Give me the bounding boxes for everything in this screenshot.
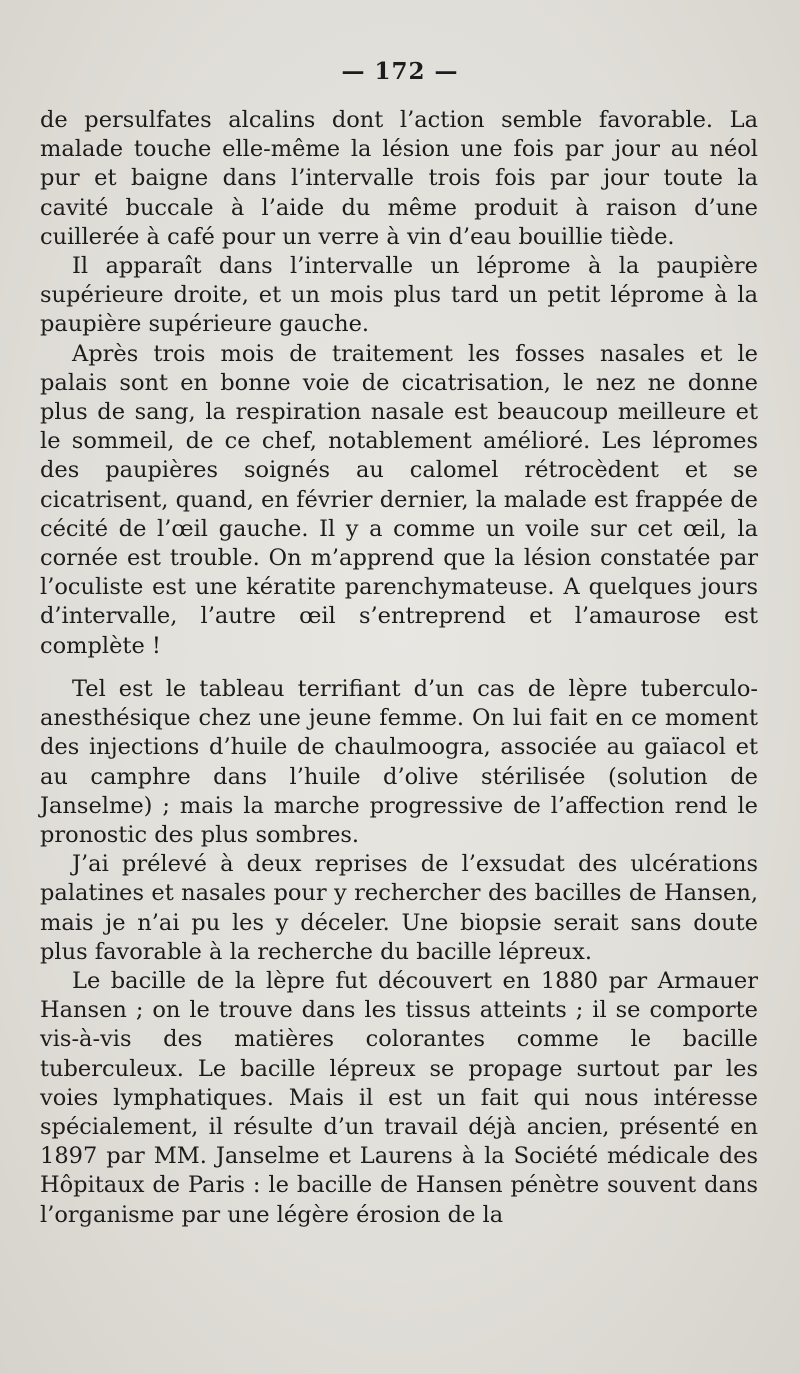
paragraph-treatment-results: Après trois mois de traitement les fosses nasales et le palais sont en bonne voie de cicatrisation, le nez ne donne plus de sang, la respiration nasale est beaucoup meilleure et le sommeil, de ce chef, notablement amélioré. Les lépromes des paupières soignés au calomel rétrocèdent et se cicatrisent, quand, en février dernier, la malade est frappée de cécité de l’œil gauche. Il y a comme un voile sur cet œil, la cornée est trouble. On m’apprend que la lésion constatée par l’oculiste est une kératite parenchymateuse. A quelques jours d’intervalle, l’autre œil s’entreprend et l’amaurose est complète !	[40, 340, 758, 659]
paragraph-hansen-bacillus: Le bacille de la lèpre fut découvert en 1880 par Armauer Hansen ; on le trouve dans les tissus atteints ; il se comporte vis-à-vis des matières colorantes comme le bacille tuberculeux. Le bacille lépreux se propage surtout par les voies lymphatiques. Mais il est un fait qui nous intéresse spécialement, il résulte d’un travail déjà ancien, présenté en 1897 par MM. Janselme et Laurens à la Société médicale des Hôpitaux de Paris : le bacille de Hansen pénètre souvent dans l’organisme par une légère érosion de la	[40, 968, 758, 1228]
text-section-one	[40, 106, 758, 661]
paragraph-continuation: de persulfates alcalins dont l’action semble favorable. La malade touche elle-même la lésion une fois par jour au néol pur et baigne dans l’intervalle trois fois par jour toute la cavité buccale à l’aide du même produit à raison d’une cuillerée à café pour un verre à vin d’eau bouillie tiède.	[40, 107, 758, 250]
page-number: — 172 —	[341, 58, 459, 85]
paragraph-bacilli-search: J’ai prélevé à deux reprises de l’exsudat des ulcérations palatines et nasales pour y rechercher des bacilles de Hansen, mais je n’ai pu les y déceler. Une biopsie serait sans doute plus favorable à la recherche du bacille lépreux.	[40, 851, 758, 965]
text-section-two	[40, 675, 758, 1230]
paragraph-lepromes-eyelids: Il apparaît dans l’intervalle un léprome à la paupière supérieure droite, et un mois plus tard un petit léprome à la paupière supérieure gauche.	[40, 253, 758, 338]
paragraph-prognosis: Tel est le tableau terrifiant d’un cas de lèpre tuberculo-anesthésique chez une jeune femme. On lui fait en ce moment des injections d’huile de chaulmoogra, associée au gaïacol et au camphre dans l’huile d’olive stérilisée (solution de Janselme) ; mais la marche progressive de l’affection rend le pronostic des plus sombres.	[40, 676, 758, 849]
